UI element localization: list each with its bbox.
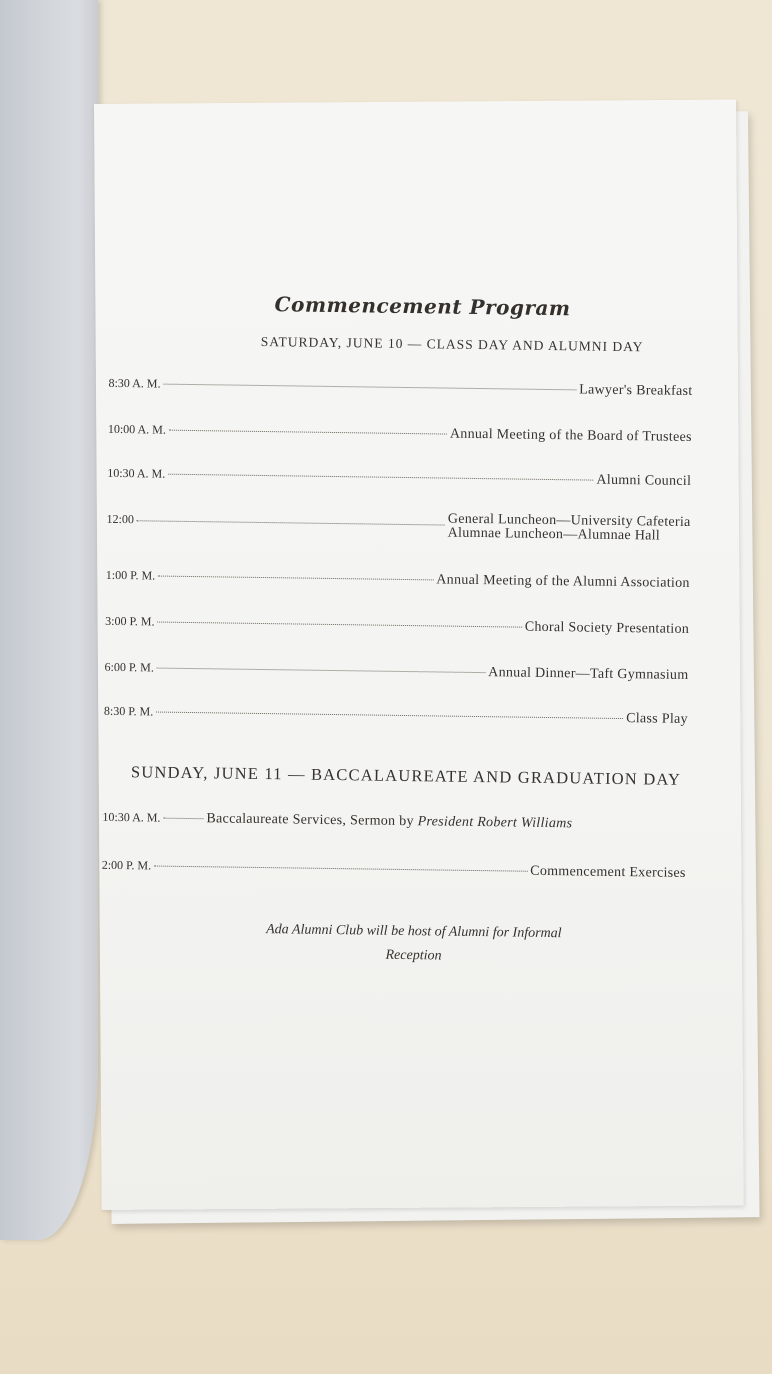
schedule-event <box>448 513 691 544</box>
schedule-row <box>108 422 692 446</box>
schedule-row <box>102 858 686 882</box>
leader-dots <box>164 384 577 391</box>
program-content <box>94 100 744 1210</box>
schedule-row <box>104 660 688 684</box>
schedule-row <box>105 614 689 638</box>
schedule-event: Commencement Exercises <box>530 863 686 881</box>
event-line-1: General Luncheon—University Cafeteria <box>447 511 691 530</box>
schedule-time: 12:00 <box>106 511 135 527</box>
schedule-event <box>206 811 572 832</box>
schedule-event: Annual Meeting of the Board of Trustees <box>449 426 692 445</box>
schedule-event: Annual Meeting of the Alumni Association <box>436 572 690 591</box>
schedule-event: Alumni Council <box>596 472 692 489</box>
schedule-event: Class Play <box>626 711 688 727</box>
reception-note <box>132 916 695 972</box>
schedule-time: 10:30 A. M. <box>102 809 161 825</box>
leader-dots <box>158 622 522 628</box>
program-title: Commencement Program <box>274 292 571 321</box>
sunday-heading: SUNDAY, JUNE 11 — BACCALAUREATE AND GRADUATION DAY <box>130 762 682 789</box>
schedule-event: Lawyer's Breakfast <box>579 382 693 399</box>
schedule-time: 8:30 P. M. <box>103 703 154 719</box>
schedule-row <box>102 810 686 834</box>
leader-dots <box>154 866 527 872</box>
schedule-time: 8:30 A. M. <box>108 375 161 391</box>
note-line-2: Reception <box>385 947 442 964</box>
schedule-row <box>106 508 690 544</box>
schedule-time: 1:00 P. M. <box>105 567 156 583</box>
schedule-time: 2:00 P. M. <box>101 857 152 873</box>
leader-dots <box>169 430 447 435</box>
saturday-heading: SATURDAY, JUNE 10 — CLASS DAY AND ALUMNI DAY <box>260 333 644 355</box>
schedule-row <box>104 704 688 728</box>
event-text: Baccalaureate Services, Sermon by <box>206 811 414 830</box>
schedule-row <box>108 376 692 400</box>
leader-dots <box>137 520 445 525</box>
leader-dots <box>163 818 203 820</box>
schedule-time: 6:00 P. M. <box>104 659 155 675</box>
schedule-row <box>107 466 691 490</box>
schedule-row <box>106 568 690 592</box>
leader-dots <box>168 474 593 481</box>
leader-dots <box>157 668 485 674</box>
event-line-2: Alumnae Luncheon—Alumnae Hall <box>447 525 661 544</box>
left-page-cover <box>0 0 98 1240</box>
event-preacher: President Robert Williams <box>417 814 573 832</box>
note-line-1: Ada Alumni Club will be host of Alumni for Informal <box>266 922 562 942</box>
leader-dots <box>156 712 623 720</box>
leader-dots <box>158 576 433 581</box>
program-page <box>94 100 744 1210</box>
schedule-time: 3:00 P. M. <box>105 613 155 629</box>
schedule-time: 10:30 A. M. <box>107 465 166 481</box>
schedule-event: Annual Dinner—Taft Gymnasium <box>488 665 689 683</box>
schedule-event: Choral Society Presentation <box>524 619 690 637</box>
schedule-time: 10:00 A. M. <box>107 421 166 437</box>
